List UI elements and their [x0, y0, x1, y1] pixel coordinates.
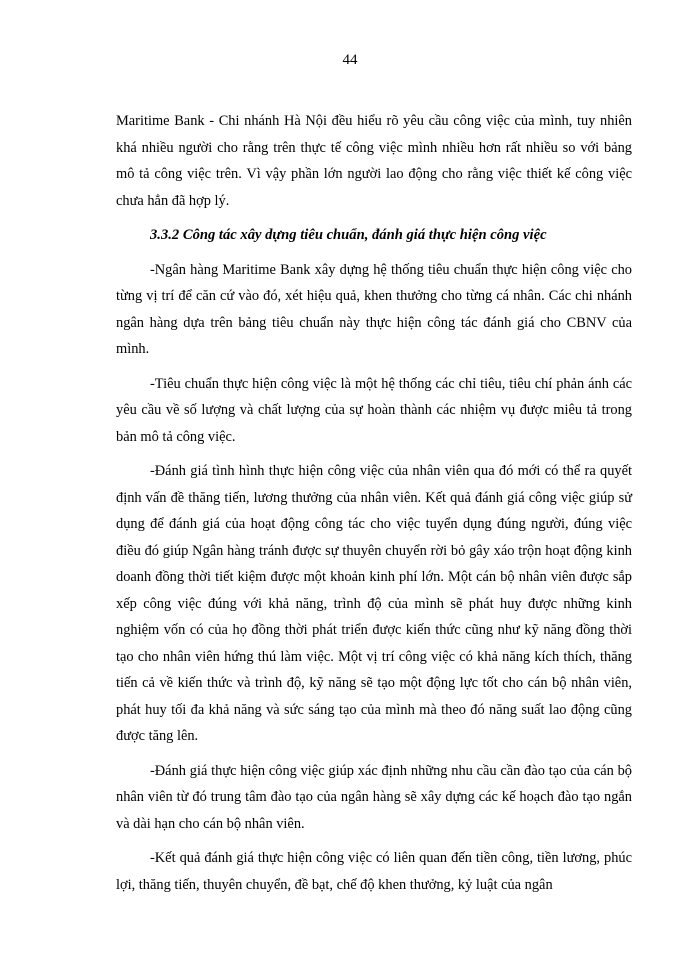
paragraph-standards-system: -Ngân hàng Maritime Bank xây dựng hệ thống tiêu chuẩn thực hiện công việc cho từng vị trí để căn cứ vào đó, xét hiệu quả, khen thưởng cho từng cá nhân. Các chi nhánh ngân hàng dựa trên bảng tiêu chuẩn này thực hiện công tác đánh giá cho CBNV của mình. — [116, 261, 632, 357]
section-heading: 3.3.2 Công tác xây dựng tiêu chuẩn, đánh giá thực hiện công việc — [150, 227, 547, 243]
paragraph-compensation: -Kết quả đánh giá thực hiện công việc có liên quan đến tiền công, tiền lương, phúc lợi, thăng tiến, thuyên chuyển, đề bạt, chế độ khen thưởng, kỷ luật của ngân — [116, 850, 632, 893]
paragraph-intro: Maritime Bank - Chi nhánh Hà Nội đều hiểu rõ yêu cầu công việc của mình, tuy nhiên khá nhiều người cho rằng trên thực tế công việc mình nhiều hơn rất nhiều so với bảng mô tả công việc trên. Vì vậy phần lớn người lao động cho rằng việc thiết kế công việc chưa hẳn đã hợp lý. — [116, 113, 632, 209]
paragraph-performance-evaluation: -Đánh giá tình hình thực hiện công việc của nhân viên qua đó mới có thể ra quyết định vấn đề thăng tiến, lương thưởng của nhân viên. Kết quả đánh giá công việc giúp sử dụng để đánh giá của hoạt động công tác cho việc tuyển dụng đúng người, đúng việc điều đó giúp Ngân hàng tránh được sự thuyên chuyển rời bỏ gây xáo trộn hoạt động kinh doanh đồng thời tiết kiệm được một khoản kinh phí lớn. Một cán bộ nhân viên được sắp xếp công việc đúng với khả năng, trình độ của mình sẽ phát huy được những kinh nghiệm vốn có của họ đồng thời phát triển được kiến thức cũng như kỹ năng đồng thời tạo cho nhân viên hứng thú làm việc. Một vị trí công việc có khả năng kích thích, thăng tiến cả về kiến thức và trình độ, kỹ năng sẽ tạo một động lực tốt cho cán bộ nhân viên, phát huy tối đa khả năng và sức sáng tạo của mình mà theo đó năng suất lao động cũng được tăng lên. — [116, 463, 632, 744]
paragraph-standards-definition: -Tiêu chuẩn thực hiện công việc là một hệ thống các chỉ tiêu, tiêu chí phản ánh các yêu cầu về số lượng và chất lượng của sự hoàn thành các nhiệm vụ được miêu tả trong bản mô tả công việc. — [116, 375, 632, 445]
page-number: 44 — [342, 52, 358, 68]
document-body — [116, 108, 632, 906]
paragraph-training-needs: -Đánh giá thực hiện công việc giúp xác định những nhu cầu cần đào tạo của cán bộ nhân viên từ đó trung tâm đào tạo của ngân hàng sẽ xây dựng các kế hoạch đào tạo ngắn và dài hạn cho cán bộ nhân viên. — [116, 762, 632, 832]
